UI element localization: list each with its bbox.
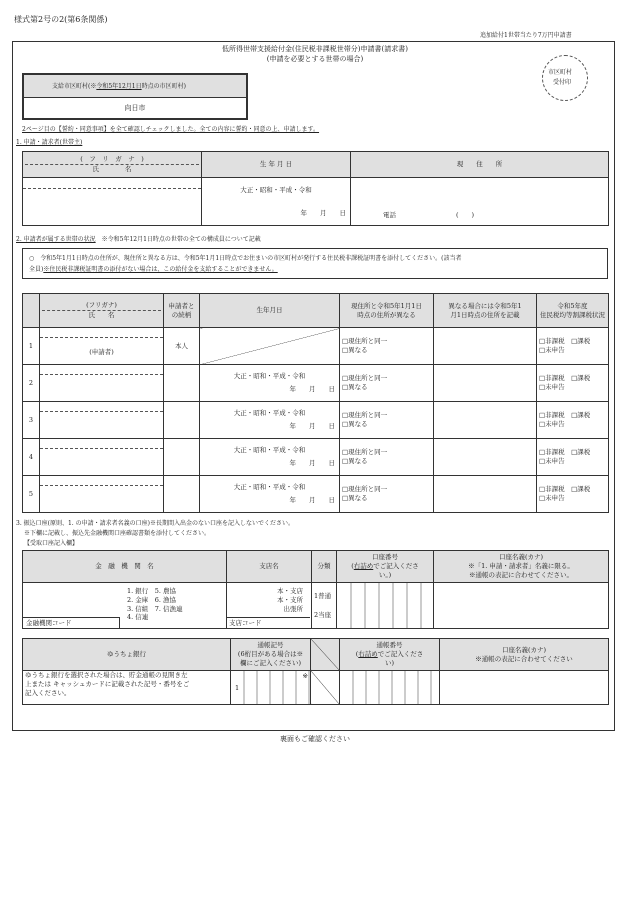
tax-status-checkboxes[interactable]: □非課税 □課税 □未申告	[537, 365, 609, 402]
account-number-field[interactable]	[337, 583, 434, 629]
yucho-symbol-field[interactable]: 1 ※	[231, 671, 311, 705]
form-number: 様式第2号の2(第6条関係)	[14, 15, 108, 24]
address-same-checkboxes[interactable]: □現住所と同一 □異なる	[340, 328, 434, 365]
section2-notice: ○ 令和5年1月1日時点の住所が、現住所と異なる方は、令和5年1月1日時点でお住まいの市区町村が発行する住民税非課税証明書を添付してください。(該当者 全員)※住民税非課税証明書の添付がない場合は、この給付金を支給することができません。	[22, 248, 608, 279]
address-same-checkboxes[interactable]: □現住所と同一 □異なる	[340, 402, 434, 439]
row-number: 3	[23, 402, 40, 439]
account-holder-field[interactable]	[434, 583, 609, 629]
household-row	[23, 476, 609, 513]
section3-box-label: 【受取口座記入欄】	[24, 540, 79, 547]
yucho-header: ゆうちょ銀行	[23, 639, 231, 671]
yucho-table	[22, 638, 609, 705]
municipality-box	[22, 73, 248, 120]
yucho-number-field[interactable]	[340, 671, 440, 705]
tax-status-checkboxes[interactable]: □非課税 □課税 □未申告	[537, 476, 609, 513]
household-table	[22, 293, 609, 513]
address-same-checkboxes[interactable]: □現住所と同一 □異なる	[340, 365, 434, 402]
diff-address-field[interactable]	[434, 476, 537, 513]
diff-address-header: 異なる場合には令和5年1 月1日時点の住所を記載	[434, 294, 537, 328]
household-row	[23, 365, 609, 402]
member-name-field[interactable]	[40, 476, 164, 513]
branch-code-field[interactable]: 支店コード	[227, 617, 311, 628]
household-row	[23, 402, 609, 439]
yucho-holder-header: 口座名義(カナ) ※通帳の表記に合わせてください	[440, 639, 609, 671]
seal-line2: 受付印	[553, 79, 572, 86]
household-row	[23, 328, 609, 365]
furigana-name-header: ( フ リ ガ ナ ) 氏 名	[23, 152, 202, 178]
seal-line1: 市区町村	[548, 69, 573, 76]
diff-address-field[interactable]	[434, 328, 537, 365]
member-birth-field[interactable]: 大正・昭和・平成・令和 年 月 日	[200, 365, 340, 402]
account-type-field[interactable]: 1普通 2当座	[312, 583, 337, 629]
tax-status-header: 令和5年度 住民税均等割課税状況	[537, 294, 609, 328]
reception-seal	[542, 55, 588, 101]
applicant-table	[22, 151, 609, 226]
branch-type-list: 本・支店 本・支所 出張所	[277, 587, 303, 613]
applicant-name-field[interactable]	[23, 178, 202, 226]
form-subtitle: 追加給付1世帯当たり7万円申請書	[480, 32, 572, 39]
bank-code-field[interactable]: 金融機関コード	[23, 617, 120, 628]
row-number: 1	[23, 328, 40, 365]
tax-status-checkboxes[interactable]: □非課税 □課税 □未申告	[537, 328, 609, 365]
branch-name-field[interactable]	[227, 583, 312, 629]
row-number: 2	[23, 365, 40, 402]
bank-type-list: 1. 銀行 5. 農協 2. 金庫 6. 漁協 3. 信組 7. 信漁連 4. 信連	[127, 587, 183, 622]
relation-field[interactable]	[164, 476, 200, 513]
yucho-note: ゆうちょ銀行を選択された場合は、貯金通帳の見開き左 上または キャッシュカードに記載された記号・番号をご 記入ください。	[23, 671, 231, 705]
account-holder-header: 口座名義(カナ) ※「1. 申請・請求者」名義に限る。 ※通帳の表記に合わせてください。	[434, 551, 609, 583]
member-birth-field[interactable]: 大正・昭和・平成・令和 年 月 日	[200, 439, 340, 476]
diff-address-field[interactable]	[434, 365, 537, 402]
address-same-checkboxes[interactable]: □現住所と同一 □異なる	[340, 439, 434, 476]
applicant-address-field[interactable]: 電話 ( )	[351, 178, 609, 226]
applicant-birth-field[interactable]: 大正・昭和・平成・令和 年 月 日	[202, 178, 351, 226]
bank-table	[22, 550, 609, 629]
member-birth-field	[200, 328, 340, 365]
diff-address-field[interactable]	[434, 439, 537, 476]
bank-name-field[interactable]	[23, 583, 227, 629]
branch-header: 支店名	[227, 551, 312, 583]
member-birth-field[interactable]: 大正・昭和・平成・令和 年 月 日	[200, 402, 340, 439]
footer-note: 裏面もご確認ください	[280, 735, 350, 743]
yucho-symbol-header: 通帳記号 (6桁目がある場合は※ 欄にご記入ください)	[231, 639, 311, 671]
member-name-field[interactable]	[40, 365, 164, 402]
member-birth-header: 生年月日	[200, 294, 340, 328]
row-number: 4	[23, 439, 40, 476]
diff-address-field[interactable]	[434, 402, 537, 439]
row-number: 5	[23, 476, 40, 513]
relation-field[interactable]	[164, 402, 200, 439]
bank-name-header: 金 融 機 関 名	[23, 551, 227, 583]
municipality-value[interactable]: 向日市	[124, 104, 146, 112]
relation-header: 申請者との続柄	[164, 294, 200, 328]
yucho-holder-field[interactable]	[440, 671, 609, 705]
consent-statement: 2ページ目の【誓約・同意事項】を全て確認しチェックしました。全ての内容に誓約・同意の上、申請します。	[22, 126, 320, 133]
member-name-field[interactable]: (申請者)	[40, 328, 164, 365]
section2-title: 2. 申請者が属する世帯の状況 ※令和5年12月1日時点の世帯の全ての構成員について記載	[16, 236, 261, 243]
municipality-label: 支給市区町村(※令和5年12月1日時点の市区町村)	[52, 83, 186, 90]
phone-label: 電話	[383, 211, 396, 220]
form-title-sub: (申請を必要とする世帯の場合)	[266, 55, 364, 63]
household-row	[23, 439, 609, 476]
birth-header: 生 年 月 日	[202, 152, 351, 178]
member-name-header: (フリガナ) 氏 名	[40, 294, 164, 328]
section3-title: 3. 振込口座(原則、1. の申請・請求者名義の口座)※長期間入出金のない口座を記入しないでください。	[16, 520, 294, 527]
relation-field[interactable]	[164, 365, 200, 402]
yucho-number-header: 通帳番号 (右詰めでご記入くださ い)	[340, 639, 440, 671]
address-header: 現 住 所	[351, 152, 609, 178]
tax-status-checkboxes[interactable]: □非課税 □課税 □未申告	[537, 439, 609, 476]
relation-field[interactable]: 本人	[164, 328, 200, 365]
account-type-header: 分類	[312, 551, 337, 583]
section3-note: ※下欄に記載し、振込先金融機関口座確認書類を添付してください。	[24, 530, 211, 537]
address-same-header: 現住所と令和5年1月1日 時点の住所が異なる	[340, 294, 434, 328]
member-name-field[interactable]	[40, 439, 164, 476]
relation-field[interactable]	[164, 439, 200, 476]
account-number-header: 口座番号 (右詰めでご記入くださ い。)	[337, 551, 434, 583]
member-name-field[interactable]	[40, 402, 164, 439]
member-birth-field[interactable]: 大正・昭和・平成・令和 年 月 日	[200, 476, 340, 513]
address-same-checkboxes[interactable]: □現住所と同一 □異なる	[340, 476, 434, 513]
section1-title: 1. 申請・請求者(世帯主)	[16, 139, 83, 146]
form-title: 低所得世帯支援給付金(住民税非課税世帯分)申請書(請求書)	[222, 45, 408, 53]
tax-status-checkboxes[interactable]: □非課税 □課税 □未申告	[537, 402, 609, 439]
